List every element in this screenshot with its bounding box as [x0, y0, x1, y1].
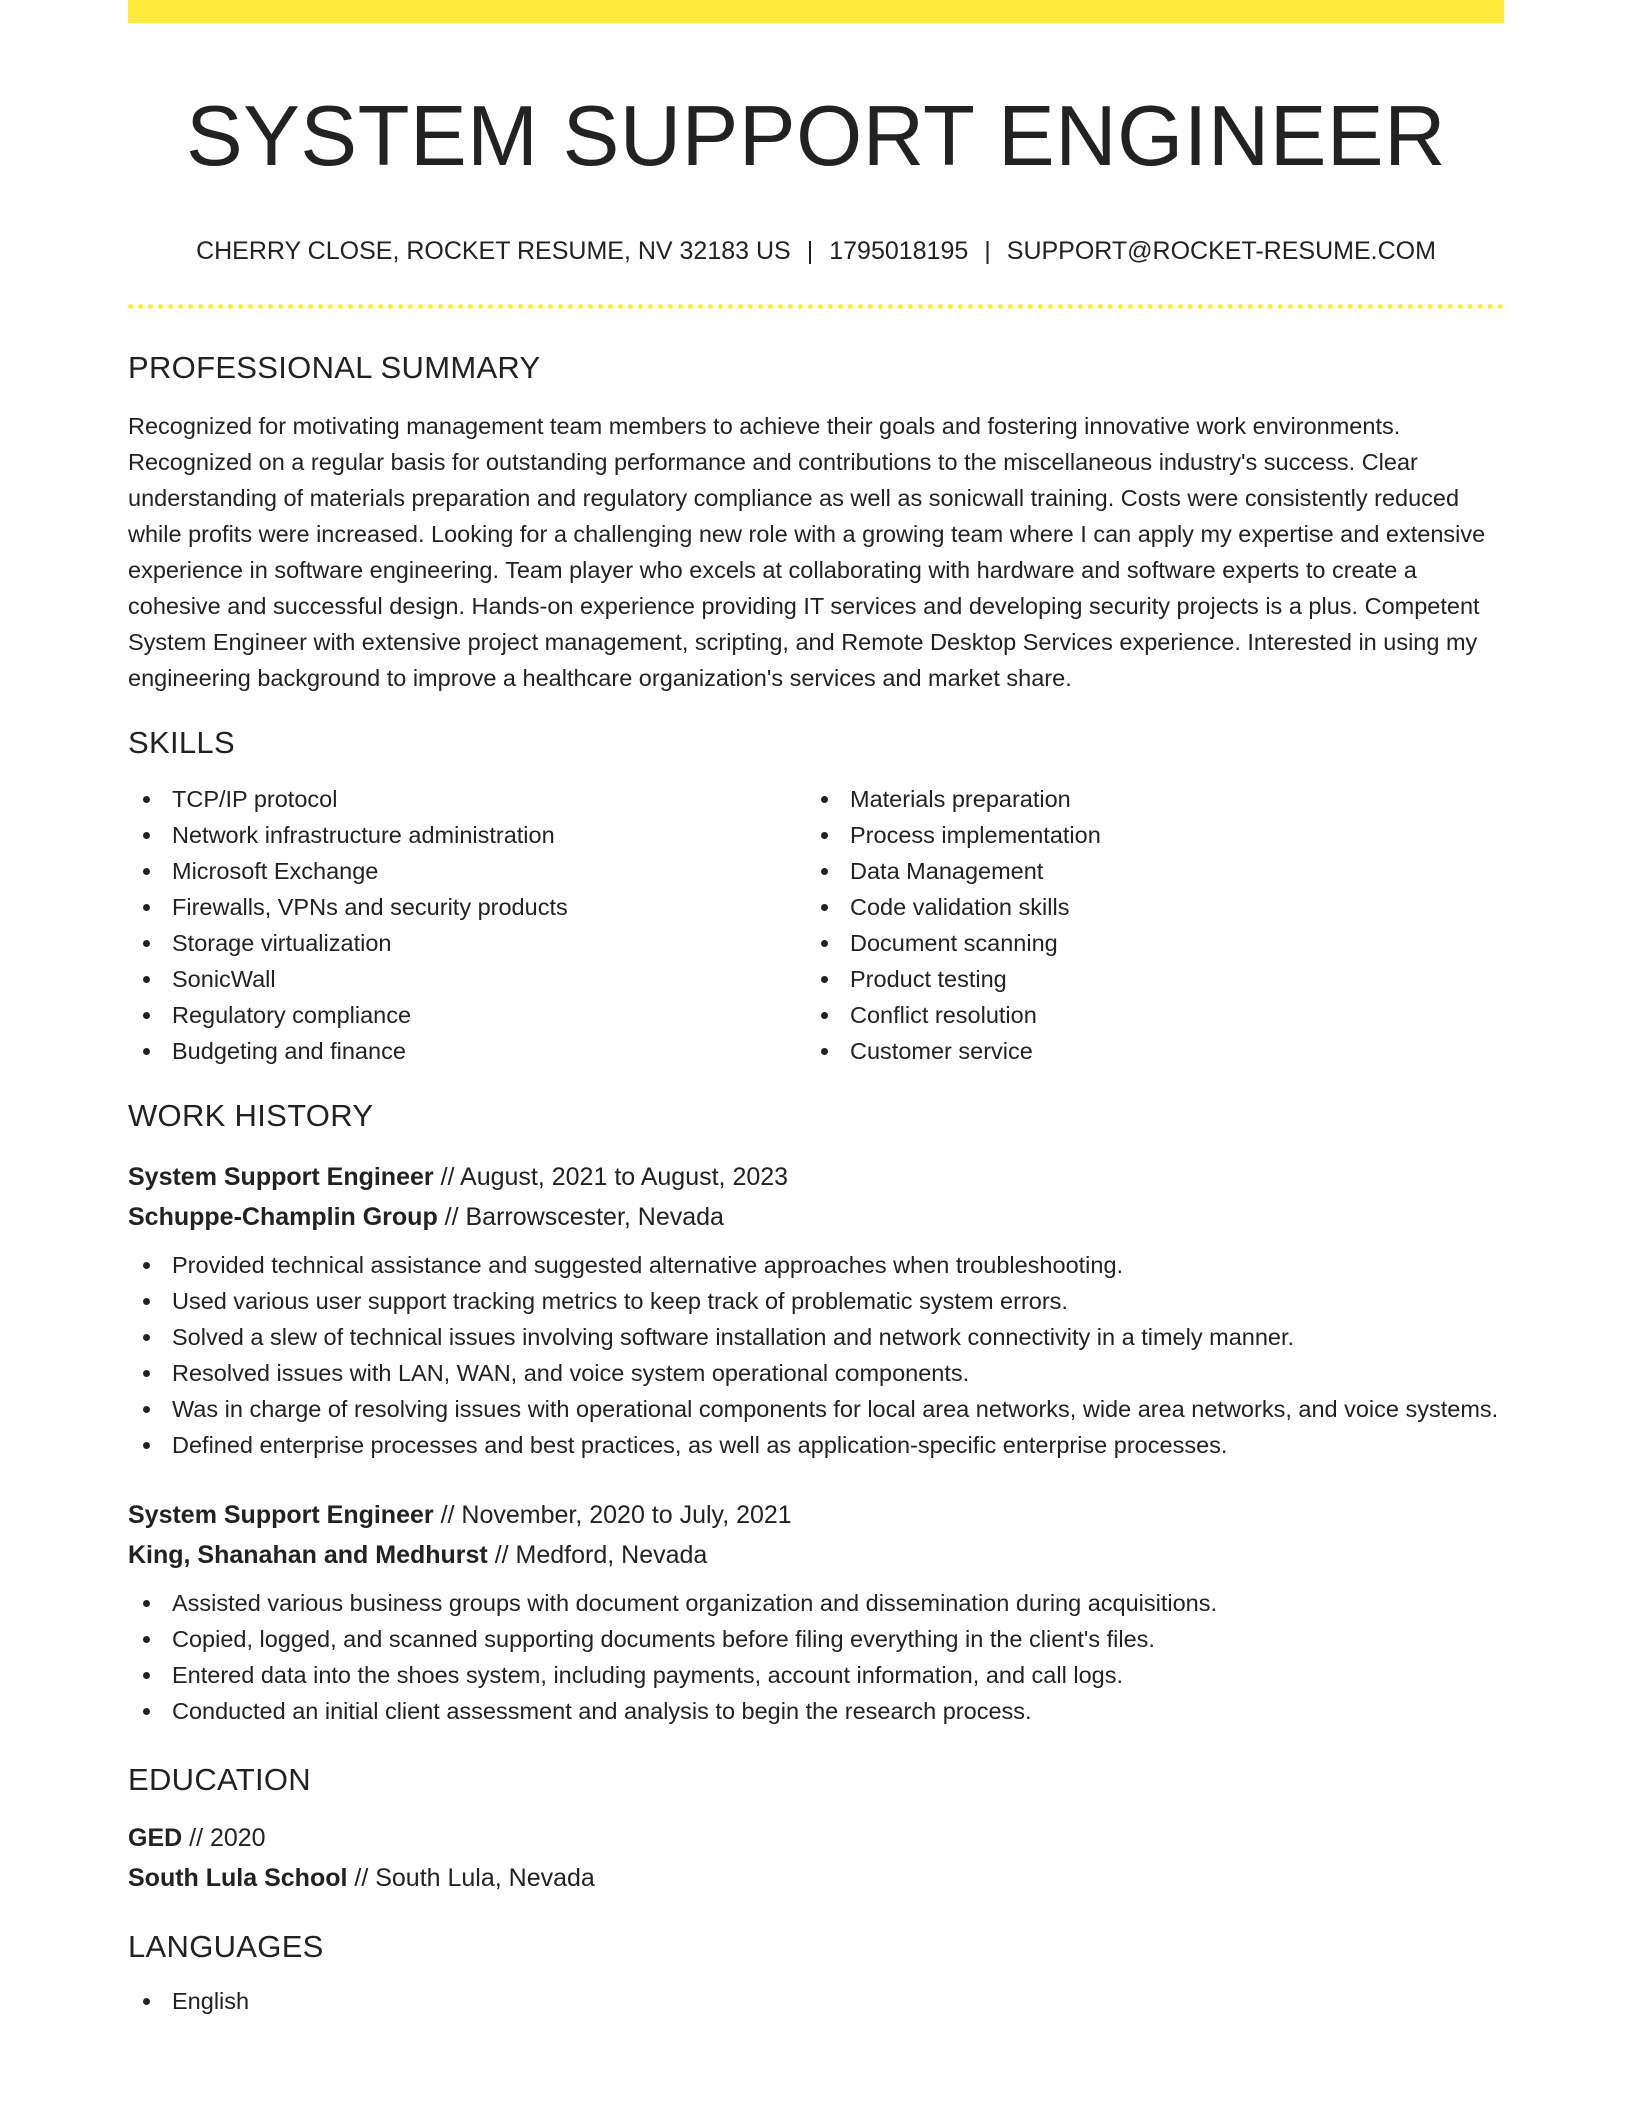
skills-list-right	[806, 781, 1484, 1069]
education-school: South Lula School	[128, 1863, 348, 1892]
skill-item: Firewalls, VPNs and security products	[128, 889, 806, 925]
contact-line	[128, 236, 1504, 266]
job-title-line	[128, 1495, 1504, 1535]
skills-columns	[128, 781, 1504, 1069]
work-history-heading: WORK HISTORY	[128, 1098, 374, 1134]
job-bullet: Used various user support tracking metrics to keep track of problematic system errors.	[128, 1283, 1504, 1319]
education-entry	[128, 1818, 1504, 1898]
skill-item: Network infrastructure administration	[128, 817, 806, 853]
skill-item: Code validation skills	[806, 889, 1484, 925]
job-company-line	[128, 1535, 1504, 1575]
job-bullet: Solved a slew of technical issues involving software installation and network connectivity in a timely manner.	[128, 1319, 1504, 1355]
skills-list-left	[128, 781, 806, 1069]
skill-item: TCP/IP protocol	[128, 781, 806, 817]
job-bullet: Resolved issues with LAN, WAN, and voice system operational components.	[128, 1355, 1504, 1391]
skill-item: Customer service	[806, 1033, 1484, 1069]
education-degree: GED	[128, 1823, 183, 1852]
job-location: // Barrowscester, Nevada	[437, 1202, 724, 1231]
languages-heading: LANGUAGES	[128, 1928, 324, 1964]
accent-top-bar	[128, 0, 1504, 23]
job-dates: // November, 2020 to July, 2021	[433, 1500, 792, 1529]
language-item: English	[128, 1983, 1504, 2019]
summary-heading: PROFESSIONAL SUMMARY	[128, 350, 541, 385]
education-heading: EDUCATION	[128, 1761, 311, 1797]
job-bullet: Provided technical assistance and suggested alternative approaches when troubleshooting.	[128, 1247, 1504, 1283]
job-bullet: Conducted an initial client assessment and analysis to begin the research process.	[128, 1693, 1504, 1729]
skill-item: Regulatory compliance	[128, 997, 806, 1033]
job-bullet-list	[128, 1585, 1504, 1729]
job-bullet: Copied, logged, and scanned supporting documents before filing everything in the client's files.	[128, 1621, 1504, 1657]
job-bullet-list	[128, 1247, 1504, 1463]
dotted-divider	[128, 304, 1504, 309]
education-year: // 2020	[182, 1823, 266, 1852]
resume-page	[128, 0, 1504, 2019]
resume-name: SYSTEM SUPPORT ENGINEER	[185, 89, 1447, 184]
summary-text: Recognized for motivating management team members to achieve their goals and fostering innovative work environments. Recognized on a regular basis for outstanding performance and contributions to the miscellaneous industry's success. Clear understanding of materials preparation and regulatory compliance as well as sonicwall training. Costs were consistently reduced while profits were increased. Looking for a challenging new role with a growing team where I can apply my expertise and extensive experience in software engineering. Team player who excels at collaborating with hardware and software experts to create a cohesive and successful design. Hands-on experience providing IT services and developing security projects is a plus. Competent System Engineer with extensive project management, scripting, and Remote Desktop Services experience. Interested in using my engineering background to improve a healthcare organization's services and market share.	[128, 413, 1486, 692]
job-bullet: Assisted various business groups with document organization and dissemination during acquisitions.	[128, 1585, 1504, 1621]
job-company: King, Shanahan and Medhurst	[128, 1540, 488, 1569]
education-degree-line	[128, 1818, 1504, 1858]
skill-item: Storage virtualization	[128, 925, 806, 961]
job-company-line	[128, 1197, 1504, 1237]
skill-item: Budgeting and finance	[128, 1033, 806, 1069]
job-entry	[128, 1157, 1504, 1463]
skill-item: Process implementation	[806, 817, 1484, 853]
skill-item: Conflict resolution	[806, 997, 1484, 1033]
job-bullet: Entered data into the shoes system, including payments, account information, and call logs.	[128, 1657, 1504, 1693]
languages-list	[128, 1983, 1504, 2019]
job-location: // Medford, Nevada	[487, 1540, 708, 1569]
skill-item: Document scanning	[806, 925, 1484, 961]
job-dates: // August, 2021 to August, 2023	[433, 1162, 789, 1191]
education-location: // South Lula, Nevada	[347, 1863, 595, 1892]
skill-item: Data Management	[806, 853, 1484, 889]
job-role: System Support Engineer	[128, 1162, 434, 1191]
contact-separator: |	[806, 237, 814, 265]
skill-item: Microsoft Exchange	[128, 853, 806, 889]
contact-address: CHERRY CLOSE, ROCKET RESUME, NV 32183 US	[196, 237, 791, 265]
education-school-line	[128, 1858, 1504, 1898]
job-role: System Support Engineer	[128, 1500, 434, 1529]
contact-phone: 1795018195	[829, 237, 969, 265]
job-company: Schuppe-Champlin Group	[128, 1202, 438, 1231]
skills-heading: SKILLS	[128, 725, 235, 761]
contact-separator: |	[984, 237, 991, 265]
job-bullet: Was in charge of resolving issues with operational components for local area networks, wide area networks, and voice systems.	[128, 1391, 1504, 1427]
job-title-line	[128, 1157, 1504, 1197]
job-entry	[128, 1495, 1504, 1729]
skill-item: Product testing	[806, 961, 1484, 997]
skill-item: Materials preparation	[806, 781, 1484, 817]
job-bullet: Defined enterprise processes and best practices, as well as application-specific enterprise processes.	[128, 1427, 1504, 1463]
skill-item: SonicWall	[128, 961, 806, 997]
contact-email: SUPPORT@ROCKET-RESUME.COM	[1006, 237, 1436, 265]
